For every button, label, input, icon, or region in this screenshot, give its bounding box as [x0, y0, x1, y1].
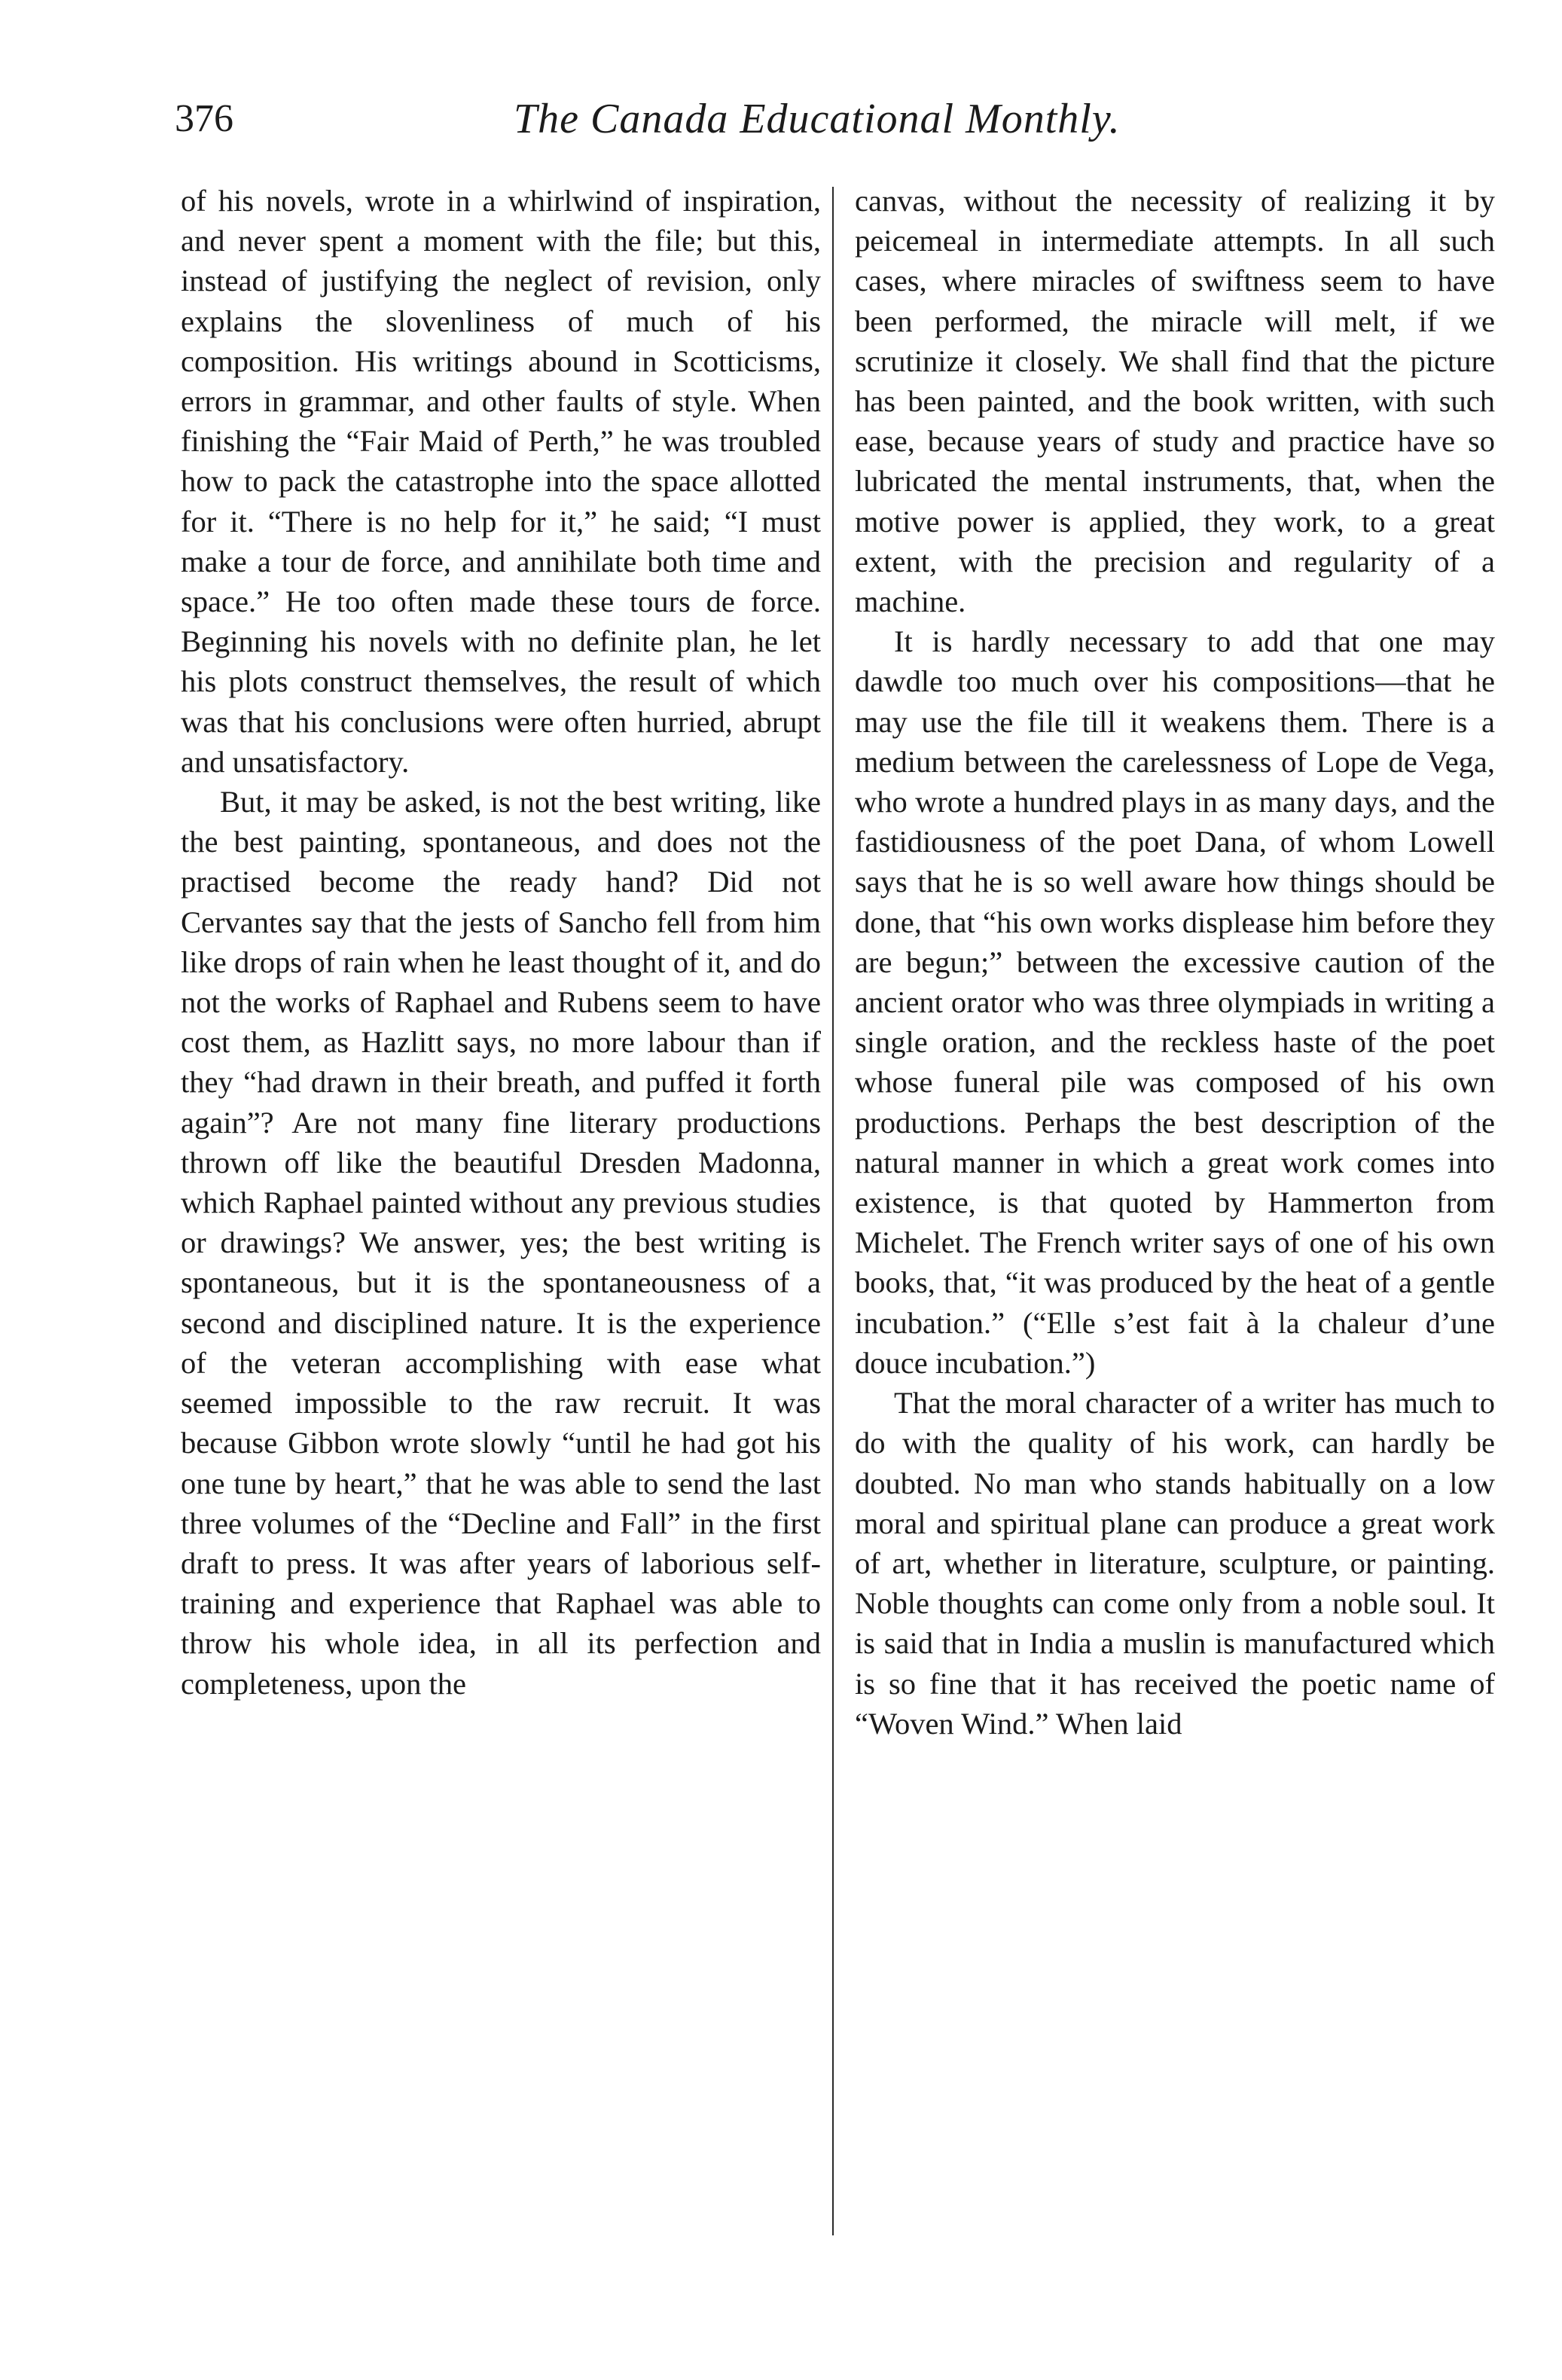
page-number: 376 — [175, 97, 233, 140]
left-paragraph-2: But, it may be asked, is not the best writing, like the best painting, spontaneous, and does not the practised become the ready hand? Did not Cervantes say that the jests of Sancho fell from him like drops of rain when he least thought of it, and do not the works of Raphael and Rubens seem to have cost them, as Hazlitt says, no more labour than if they “had drawn in their breath, and puffed it forth again”? Are not many fine literary productions thrown off like the beautiful Dresden Madonna, which Raphael painted without any previous studies or drawings? We answer, yes; the best writing is spontaneous, but it is the spontaneousness of a second and disciplined nature. It is the experience of the veteran accomplishing with ease what seemed impossible to the raw recruit. It was because Gibbon wrote slowly “until he had got his one tune by heart,” that he was able to send the last three volumes of the “Decline and Fall” in the first draft to press. It was after years of laborious self-training and experience that Raphael was able to throw his whole idea, in all its perfection and completeness, upon the — [181, 785, 821, 1701]
running-title: The Canada Educational Monthly. — [514, 96, 1121, 142]
right-paragraph-1: canvas, without the necessity of realizing it by peicemeal in intermediate attempts. In all such cases, where miracles of swiftness seem to have been performed, the miracle will melt, if we scrutinize it closely. We shall find that the picture has been painted, and the book written, with such ease, because years of study and practice have so lubricated the mental instruments, that, when the motive power is applied, they work, to a great extent, with the precision and regularity of a machine. — [855, 184, 1495, 619]
column-divider — [832, 187, 834, 2235]
right-paragraph-2: It is hardly necessary to add that one may dawdle too much over his compositions—that he may use the file till it weakens them. There is a medium between the carelessness of Lope de Vega, who wrote a hundred plays in as many days, and the fastidiousness of the poet Dana, of whom Lowell says that he is so well aware how things should be done, that “his own works displease him before they are begun;” between the excessive caution of the ancient orator who was three olympiads in writing a single oration, and the reckless haste of the poet whose funeral pile was composed of his own productions. Perhaps the best description of the natural manner in which a great work comes into existence, is that quoted by Hammerton from Michelet. The French writer says of one of his own books, that, “it was produced by the heat of a gentle incubation.” (“Elle s’est fait à la chaleur d’une douce incubation.”) — [855, 624, 1495, 1380]
left-column — [181, 181, 821, 1704]
page-header — [175, 89, 1478, 149]
left-paragraph-1: of his novels, wrote in a whirlwind of inspiration, and never spent a moment with the file; but this, instead of justifying the neglect of revision, only explains the slovenliness of much of his composition. His writings abound in Scotticisms, errors in grammar, and other faults of style. When finishing the “Fair Maid of Perth,” he was troubled how to pack the catastrophe into the space allotted for it. “There is no help for it,” he said; “I must make a tour de force, and annihilate both time and space.” He too often made these tours de force. Beginning his novels with no definite plan, he let his plots construct themselves, the result of which was that his conclusions were often hurried, abrupt and unsatisfactory. — [181, 184, 821, 779]
right-paragraph-3: That the moral character of a writer has much to do with the quality of his work, can hardly be doubted. No man who stands habitually on a low moral and spiritual plane can produce a great work of art, whether in literature, sculpture, or painting. Noble thoughts can come only from a noble soul. It is said that in India a muslin is manufactured which is so fine that it has received the poetic name of “Woven Wind.” When laid — [855, 1386, 1495, 1741]
right-column — [855, 181, 1495, 1744]
